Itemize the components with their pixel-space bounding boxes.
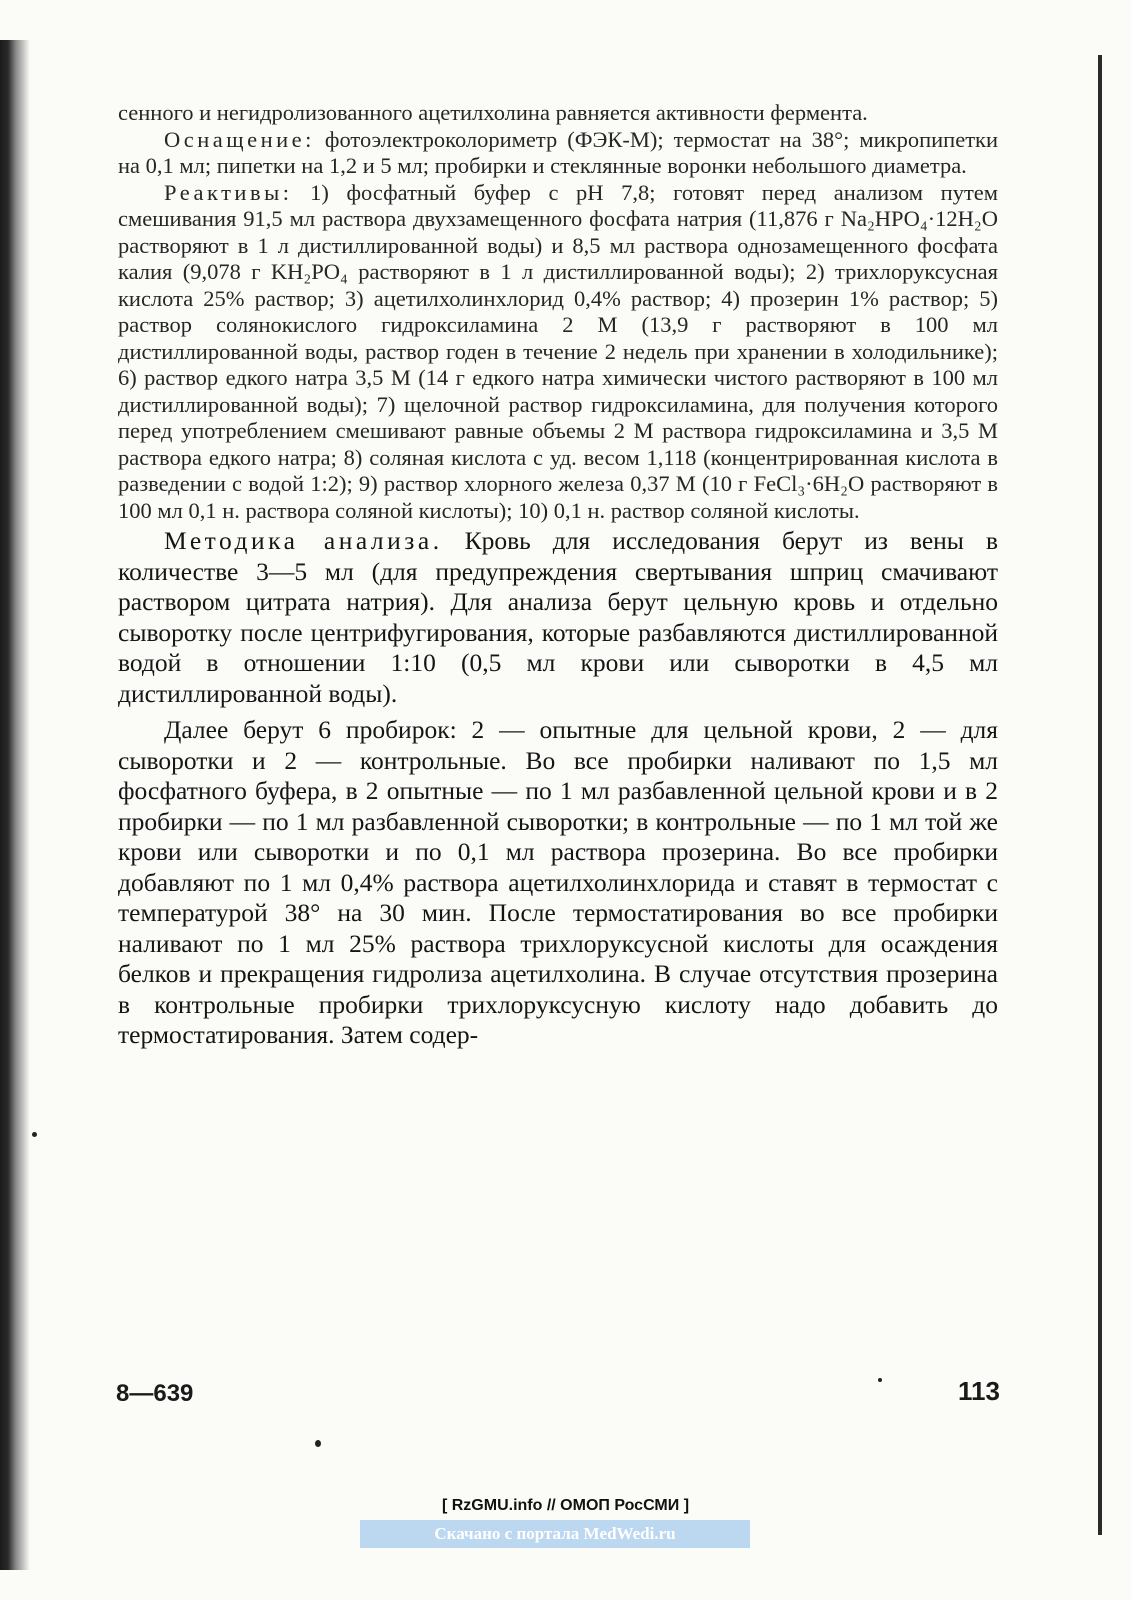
page-body — [118, 100, 998, 1051]
page-number: 113 — [958, 1376, 1000, 1406]
section-method — [118, 526, 998, 1051]
paragraph-procedure: Далее берут 6 пробирок: 2 — опытные для цельной крови, 2 — для сыворотки и 2 — контрольные. Во все пробирки наливают по 1,5 мл фосфатного буфера, в 2 опытные — по 1 мл разбавленной цельной крови и в 2 пробирки — по 1 мл разбавленной сыворотки; в контрольные — по 1 мл той же крови или сыворотки и по 0,1 мл раствора прозерина. Во все пробирки добавляют по 1 мл 0,4% раствора ацетилхолинхлорида и ставят в термостат с температурой 38° на 30 мин. После термостатирования во все пробирки наливают по 1 мл 25% раствора трихлоруксусной кислоты для осаждения белков и прекращения гидролиза ацетилхолина. В случае отсутствия прозерина в контрольные пробирки трихлоруксусную кислоту надо добавить до термостатирования. Затем содер- — [118, 715, 998, 1049]
watermark-source: [ RzGMU.info // ОМОП РосСМИ ] — [441, 1497, 690, 1514]
section-equipment-reagents — [118, 100, 998, 524]
reagents-text: 1) фосфатный буфер с pH 7,8; готовят перед анализом путем смешивания 91,5 мл раствора двухзамещенного фосфата натрия (11,876 г Na₂HPO₄·12H₂O растворяют в 1 л дистиллированной воды) и 8,5 мл раствора однозамещенного фосфата калия (9,078 г KH₂PO₄ растворяют в 1 л дистиллированной воды); 2) трихлоруксусная кислота 25% раствор; 3) ацетилхолинхлорид 0,4% раствор; 4) прозерин 1% раствор; 5) раствор солянокислого гидроксиламина 2 М (13,9 г растворяют в 100 мл дистиллированной воды, раствор годен в течение 2 недель при хранении в холодильнике); 6) раствор едкого натра 3,5 М (14 г едкого натра химически чистого растворяют в 100 мл дистиллированной воды); 7) щелочной раствор гидроксиламина, для получения которого перед употреблением смешивают равные объемы 2 М раствора гидроксиламина и 3,5 М раствора едкого натра; 8) соляная кислота с уд. весом 1,118 (концентрированная кислота в разведении с водой 1:2); 9) раствор хлорного железа 0,37 М (10 г FeCl₃·6H₂O растворяют в 100 мл 0,1 н. раствора соляной кислоты); 10) 0,1 н. раствор соляной кислоты. — [118, 179, 998, 523]
paragraph-reagents — [118, 180, 998, 525]
scan-left-edge — [0, 40, 30, 1570]
paragraph-continuation: сенного и негидролизованного ацетилхолина равняется активности фермента. — [118, 100, 868, 125]
equipment-text: фотоэлектроколориметр (ФЭК-М); термостат на 38°; микропипетки на 0,1 мл; пипетки на 1,2 и 5 мл; пробирки и стеклянные воронки небольшого диаметра. — [118, 126, 998, 178]
method-label: Методика анализа. — [164, 526, 443, 555]
paragraph-method — [118, 526, 998, 709]
scan-right-edge — [1098, 55, 1102, 1535]
paragraph-equipment — [118, 127, 998, 180]
printer-signature: 8—639 — [116, 1380, 194, 1407]
method-text: Кровь для исследования берут из вены в количестве 3—5 мл (для предупреждения свертывания шприц смачивают раствором цитрата натрия). Для анализа берут цельную кровь и отдельно сыворотку после центрифугирования, которые разбавляются дистиллированной водой в отношении 1:10 (0,5 мл крови или сыворотки в 4,5 мл дистиллированной воды). — [118, 526, 998, 708]
scan-speck — [32, 1132, 37, 1137]
watermark-download-banner[interactable]: Скачано с портала MedWedi.ru — [360, 1520, 750, 1548]
scan-speck — [878, 1378, 882, 1382]
equipment-label: Оснащение: — [164, 126, 315, 152]
scan-speck — [315, 1440, 321, 1447]
reagents-label: Реактивы: — [164, 179, 293, 205]
